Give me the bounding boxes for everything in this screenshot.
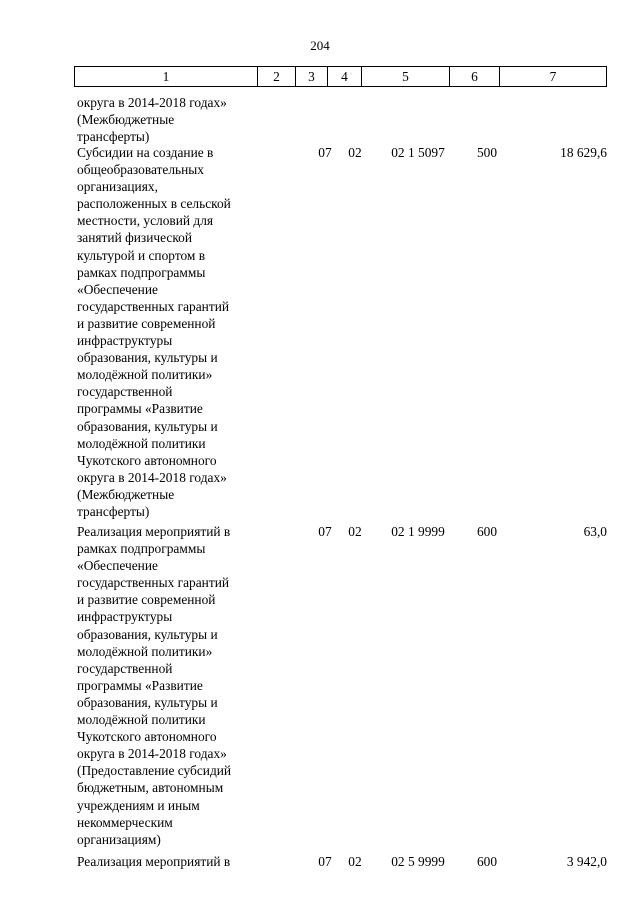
description-line: образования, культуры и (77, 418, 218, 434)
description-line: программы «Развитие (77, 401, 203, 417)
amount: 3 942,0 (566, 854, 607, 869)
description-line: округа в 2014-2018 годах» (77, 469, 227, 485)
razdel-code: 07 (318, 854, 332, 869)
expense-type-code: 600 (476, 854, 498, 869)
description-line: трансферты) (77, 129, 150, 145)
description-line: «Обеспечение (77, 281, 158, 297)
target-article-code: 02 1 5097 (391, 145, 445, 160)
page-number: 204 (310, 38, 330, 53)
description-line: молодёжной политики (77, 435, 206, 451)
header-col-4: 4 (328, 67, 362, 86)
description-line: Чукотского автономного (77, 452, 217, 468)
description-line: молодёжной политики (77, 712, 206, 728)
target-article-code: 02 5 9999 (391, 854, 445, 869)
podrazdel-code: 02 (348, 145, 362, 160)
description-line: государственных гарантий (77, 575, 230, 591)
row-description (77, 853, 262, 870)
description-line: молодёжной политики» (77, 643, 213, 659)
description-line: государственной (77, 384, 173, 400)
description-line: рамках подпрограммы (77, 541, 206, 557)
description-line: учреждениям и иным (77, 797, 200, 813)
row-description (77, 94, 262, 145)
description-line: Реализация мероприятий в (77, 854, 231, 869)
description-line: инфраструктуры (77, 609, 173, 625)
description-line: (Межбюджетные (77, 112, 175, 128)
razdel-code: 07 (318, 145, 332, 160)
amount: 18 629,6 (560, 145, 607, 160)
description-line: организациях, (77, 179, 158, 195)
header-col-7: 7 (549, 69, 557, 84)
description-line: бюджетным, автономным (77, 780, 224, 796)
description-line: Чукотского автономного (77, 729, 217, 745)
expense-type-code: 600 (476, 524, 498, 539)
description-line: (Предоставление субсидий (77, 763, 232, 779)
description-line: Реализация мероприятий в (77, 524, 231, 539)
row-description (77, 144, 262, 520)
description-line: округа в 2014-2018 годах» (77, 746, 227, 762)
description-line: образования, культуры и (77, 626, 218, 642)
description-line: занятий физической (77, 230, 193, 246)
description-line: (Межбюджетные (77, 486, 175, 502)
description-line: и развитие современной (77, 315, 216, 331)
header-col-1: 1 (75, 67, 258, 86)
header-col-3: 3 (296, 67, 328, 86)
description-line: программы «Развитие (77, 677, 203, 693)
description-line: расположенных в сельской (77, 196, 231, 212)
description-line: инфраструктуры (77, 333, 173, 349)
description-line: трансферты) (77, 503, 150, 519)
razdel-code: 07 (318, 524, 332, 539)
header-col-6: 6 (450, 67, 500, 86)
description-line: округа в 2014-2018 годах» (77, 95, 227, 110)
description-line: рамках подпрограммы (77, 264, 206, 280)
description-line: Субсидии на создание в (77, 145, 214, 160)
description-line: некоммерческим (77, 814, 173, 830)
target-article-code: 02 1 9999 (391, 524, 445, 539)
description-line: образования, культуры и (77, 350, 218, 366)
description-line: общеобразовательных (77, 162, 205, 178)
description-line: государственных гарантий (77, 298, 230, 314)
description-line: местности, условий для (77, 213, 214, 229)
description-line: «Обеспечение (77, 558, 158, 574)
description-line: культурой и спортом в (77, 247, 206, 263)
amount: 63,0 (583, 524, 607, 539)
expense-type-code: 500 (476, 145, 498, 160)
description-line: организациям) (77, 831, 161, 847)
header-col-5: 5 (362, 67, 450, 86)
description-line: образования, культуры и (77, 694, 218, 710)
podrazdel-code: 02 (348, 524, 362, 539)
podrazdel-code: 02 (348, 854, 362, 869)
description-line: государственной (77, 660, 173, 676)
header-col-2: 2 (258, 67, 296, 86)
description-line: и развитие современной (77, 592, 216, 608)
table-header (74, 66, 607, 87)
description-line: молодёжной политики» (77, 367, 213, 383)
row-description (77, 523, 262, 848)
